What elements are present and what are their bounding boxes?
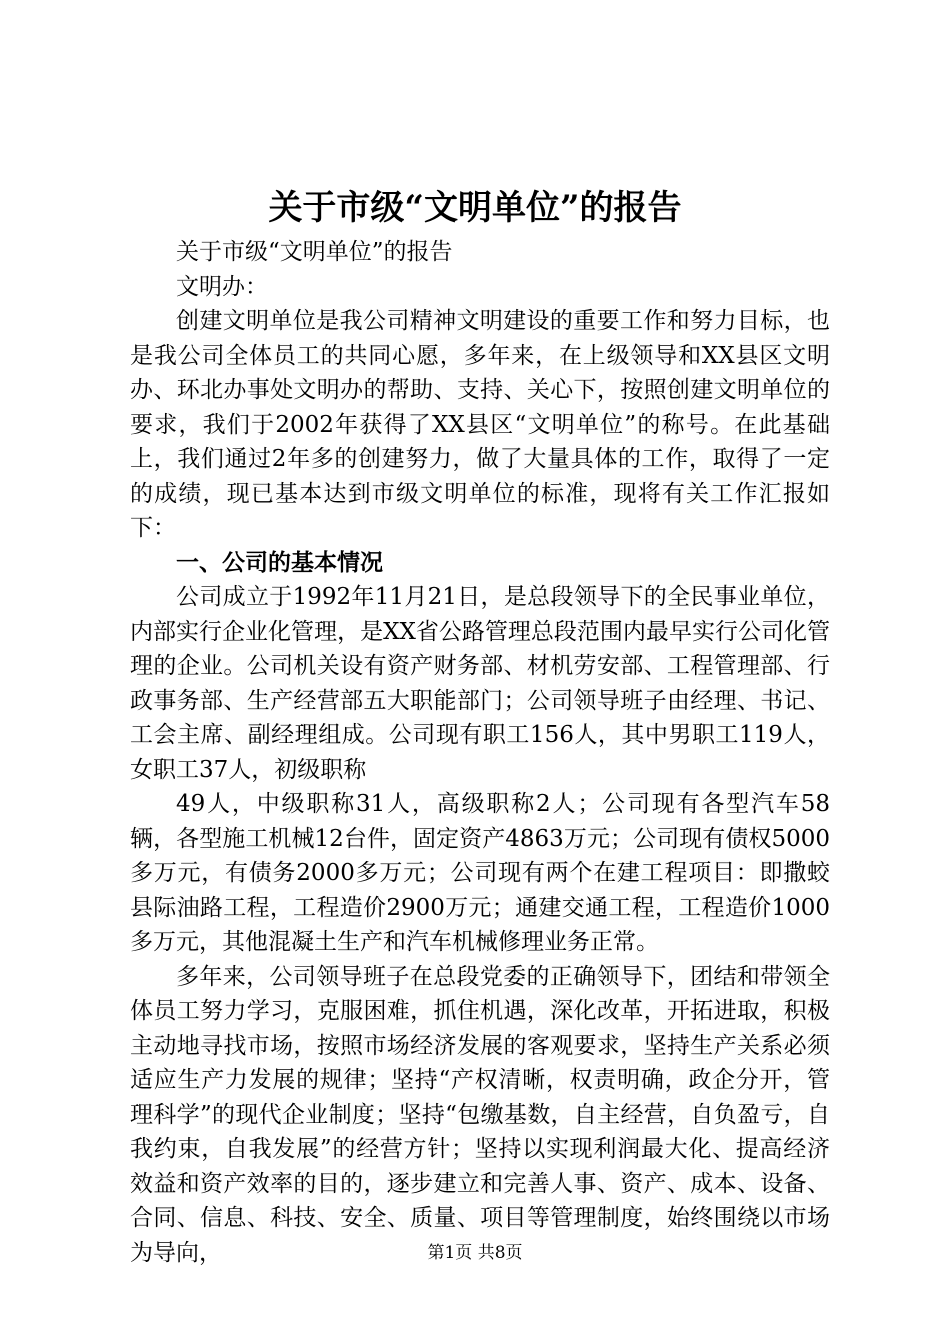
paragraph-management: 多年来，公司领导班子在总段党委的正确领导下，团结和带领全体员工努力学习，克服困难，抓住机遇，深化改革，开拓进取，积极主动地寻找市场，按照市场经济发展的客观要求，坚持生产关系必须适应生产力发展的规律；坚持“产权清晰，权责明确，政企分开，管理科学”的现代企业制度；坚持“包缴基数，自主经营，自负盈亏，自我约束，自我发展”的经营方针；坚持以实现利润最大化、提高经济效益和资产效率的目的，逐步建立和完善人事、资产、成本、设备、合同、信息、科技、安全、质量、项目等管理制度，始终围绕以市场为导向， bbox=[130, 963, 830, 1266]
section-heading: 一、公司的基本情况 bbox=[176, 549, 383, 576]
intro-paragraph: 创建文明单位是我公司精神文明建设的重要工作和努力目标，也是我公司全体员工的共同心愿，多年来，在上级领导和XX县区文明办、环北办事处文明办的帮助、支持、关心下，按照创建文明单位的要求，我们于2002年获得了XX县区“文明单位”的称号。在此基础上，我们通过2年多的创建努力，做了大量具体的工作，取得了一定的成绩，现已基本达到市级文明单位的标准，现将有关工作汇报如下： bbox=[130, 308, 830, 541]
report-subtitle: 关于市级“文明单位”的报告 bbox=[176, 239, 453, 265]
page-title: 关于市级“文明单位”的报告 bbox=[268, 188, 682, 228]
addressee: 文明办： bbox=[176, 273, 268, 300]
page-number: 第1页 共8页 bbox=[427, 1243, 523, 1263]
paragraph-company-info: 公司成立于1992年11月21日，是总段领导下的全民事业单位，内部实行企业化管理，是XX省公路管理总段范围内最早实行公司化管理的企业。公司机关设有资产财务部、材机劳安部、工程管理部、行政事务部、生产经营部五大职能部门；公司领导班子由经理、书记、工会主席、副经理组成。公司现有职工156人，其中男职工119人，女职工37人，初级职称 bbox=[130, 584, 830, 783]
document-body bbox=[130, 235, 830, 1270]
paragraph-company-assets: 49人，中级职称31人，高级职称2人；公司现有各型汽车58辆，各型施工机械12台件，固定资产4863万元；公司现有债权5000多万元，有债务2000多万元；公司现有两个在建工程项目：即撒蛟县际油路工程，工程造价2900万元；通建交通工程，工程造价1000多万元，其他混凝土生产和汽车机械修理业务正常。 bbox=[130, 791, 830, 955]
